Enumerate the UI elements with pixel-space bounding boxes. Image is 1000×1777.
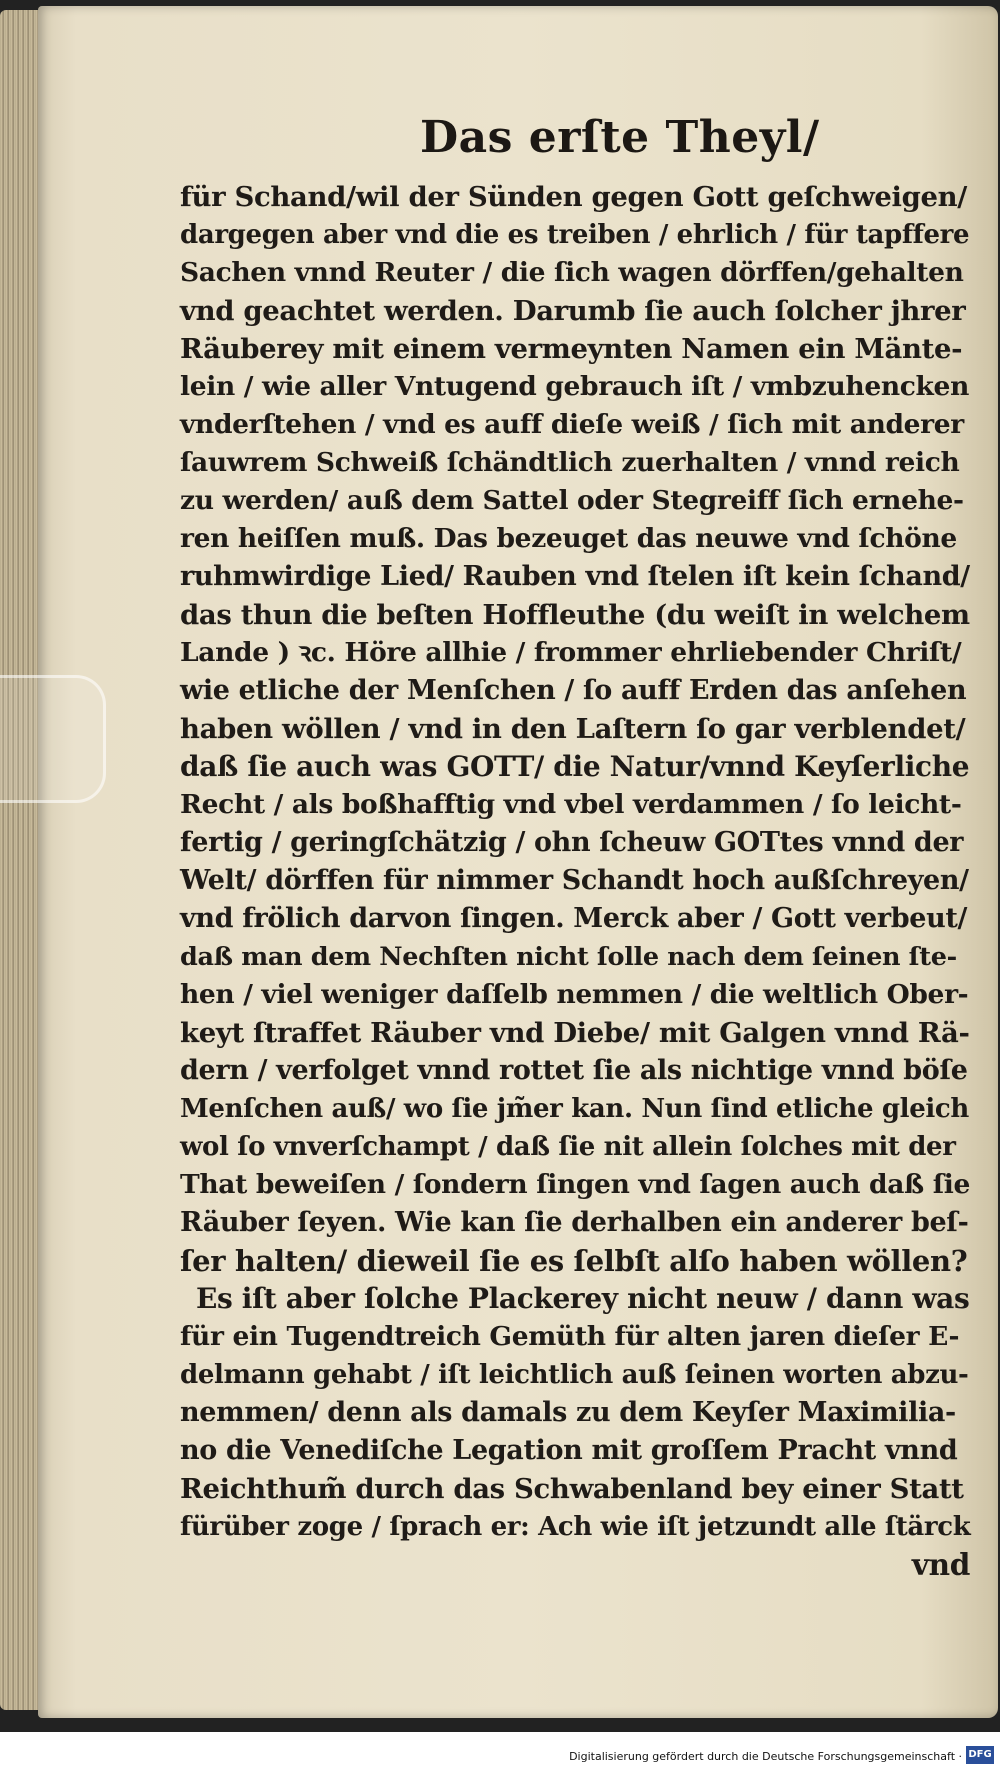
text-line: lein / wie aller Vntugend gebrauch iſt / vmbzuhencken	[180, 371, 969, 402]
text-line: dern / verfolget vnnd rottet ſie als nichtige vnnd böſe	[180, 1055, 968, 1086]
footer-bar	[0, 1732, 1000, 1777]
text-line: für Schand/wil der Sünden gegen Gott geſchweigen/	[180, 181, 967, 213]
text-line: vnd geachtet werden. Darumb ſie auch ſolcher jhrer	[180, 295, 966, 327]
text-line: vnd frölich darvon ſingen. Merck aber / Gott verbeut/	[180, 903, 967, 934]
text-line: Es iſt aber ſolche Plackerey nicht neuw / dann was	[196, 1282, 970, 1315]
text-line: Reichthum̃ durch das Schwabenland bey einer Statt	[180, 1473, 964, 1505]
footer-credit: Digitalisierung gefördert durch die Deutsche Forschungsgemeinschaft ·	[569, 1750, 962, 1763]
text-line: delmann gehabt / iſt leichtlich auß ſeinen worten abzu-	[180, 1360, 969, 1390]
text-line: ruhmwirdige Lied/ Rauben vnd ſtelen iſt kein ſchand/	[180, 561, 970, 592]
text-line: keyt ſtraffet Räuber vnd Diebe/ mit Galgen vnnd Rä-	[180, 1017, 970, 1049]
text-line: ſer halten/ dieweil ſie es ſelbſt alſo haben wöllen?	[180, 1244, 968, 1278]
text-line: haben wöllen / vnd in den Laſtern ſo gar verblendet/	[180, 713, 966, 745]
text-line: vnderſtehen / vnd es auff dieſe weiß / ſich mit anderer	[180, 409, 964, 440]
text-line: hen / viel weniger daſſelb nemmen / die weltlich Ober-	[180, 979, 969, 1010]
text-line: wol ſo vnverſchampt / daß ſie nit allein ſolches mit der	[180, 1132, 956, 1162]
body-text	[180, 178, 970, 1584]
text-line: daß ſie auch was GOTT/ die Natur/vnnd Keyſerliche	[180, 750, 970, 783]
text-line: zu werden/ auß dem Sattel oder Stegreiff ſich ernehe-	[180, 485, 964, 516]
catchword: vnd	[911, 1547, 970, 1582]
text-line: das thun die beſten Hoffleuthe (du weiſt in welchem	[180, 599, 970, 631]
text-line: daß man dem Nechſten nicht ſolle nach dem ſeinen ſte-	[180, 942, 957, 972]
text-line: Sachen vnnd Reuter / die ſich wagen dörffen/gehalten	[180, 257, 964, 288]
text-line: ſauwrem Schweiß ſchändtlich zuerhalten / vnnd reich	[180, 447, 960, 478]
text-line: Menſchen auß/ wo ſie jm̃er kan. Nun ſind etliche gleich	[180, 1094, 969, 1124]
text-line: Räuberey mit einem vermeynten Namen ein Mänte-	[180, 333, 963, 365]
text-line: nemmen/ denn als damals zu dem Keyſer Maximilia-	[180, 1397, 956, 1428]
dfg-logo-icon: DFG	[966, 1746, 994, 1764]
text-line: That beweiſen / ſondern ſingen vnd ſagen auch daß ſie	[180, 1169, 970, 1200]
text-line: Recht / als boßhafftig vnd vbel verdammen / ſo leicht-	[180, 789, 962, 820]
bookmark-tab	[0, 675, 106, 803]
text-line: für ein Tugendtreich Gemüth für alten jaren dieſer E-	[180, 1321, 960, 1352]
text-line: ren heiſſen muß. Das bezeuget das neuwe vnd ſchöne	[180, 523, 957, 554]
text-line: dargegen aber vnd die es treiben / ehrlich / für tapffere	[180, 220, 970, 250]
page-header: Das erſte Theyl/	[420, 112, 820, 163]
text-line: Welt/ dörffen für nimmer Schandt hoch außſchreyen/	[180, 865, 969, 896]
text-line: fertig / geringſchätzig / ohn ſcheuw GOTtes vnnd der	[180, 827, 964, 858]
text-line: Lande ) ꝛc. Höre allhie / frommer ehrliebender Chriſt/	[180, 637, 962, 668]
text-line: Räuber ſeyen. Wie kan ſie derhalben ein anderer beſ-	[180, 1207, 969, 1238]
text-line: wie etliche der Menſchen / ſo auff Erden das anſehen	[180, 675, 967, 706]
text-line: fürüber zoge / ſprach er: Ach wie iſt jetzundt alle ſtärck	[180, 1512, 971, 1542]
text-line: no die Venediſche Legation mit groſſem Pracht vnnd	[180, 1435, 958, 1466]
